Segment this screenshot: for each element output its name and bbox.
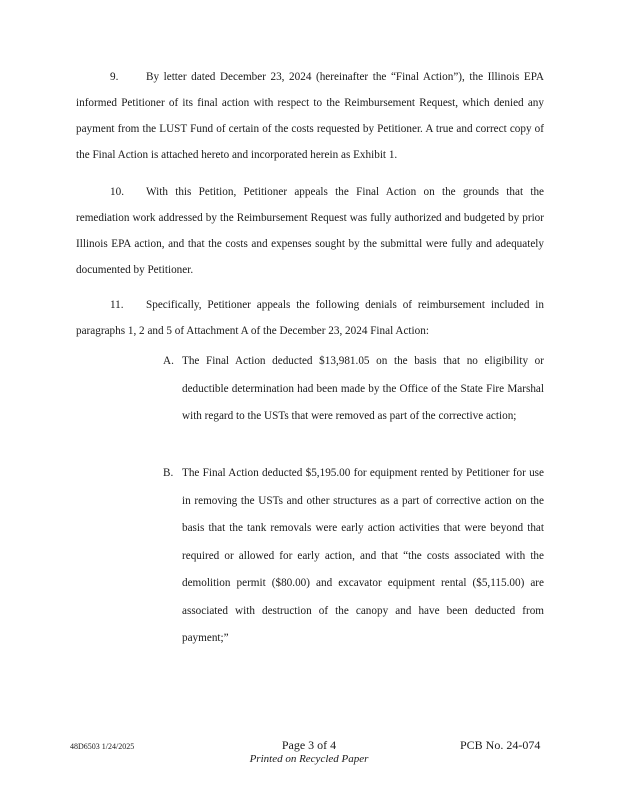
paragraph-number: 11. — [110, 299, 124, 311]
paragraph-text: Specifically, Petitioner appeals the following denials of reimbursement included in paragraphs 1, 2 and 5 of Attachment A of the December 23, 2024 Final Action: — [76, 299, 544, 337]
subitem-letter: B. — [163, 467, 174, 479]
paragraph-9 — [76, 64, 544, 168]
subitem-text: The Final Action deducted $5,195.00 for equipment rented by Petitioner for use in removing the USTs and other structures as a part of corrective action on the basis that the tank removals were early action activities that were beyond that required or allowed for early action, and that “the costs associated with the demolition permit ($80.00) and excavator equipment rental ($5,115.00) are associated with destruction of the canopy and have been deducted from payment;” — [182, 467, 544, 644]
paragraph-text: By letter dated December 23, 2024 (hereinafter the “Final Action”), the Illinois EPA informed Petitioner of its final action with respect to the Reimbursement Request, which denied any payment from the LUST Fund of certain of the costs requested by Petitioner. A true and correct copy of the Final Action is attached hereto and incorporated herein as Exhibit 1. — [76, 71, 544, 161]
paragraph-text: With this Petition, Petitioner appeals the Final Action on the grounds that the remediation work addressed by the Reimbursement Request was fully authorized and budgeted by prior Illinois EPA action, and that the costs and expenses sought by the submittal were fully and adequately documented by Petitioner. — [76, 186, 544, 276]
subitem-a — [163, 348, 544, 431]
subitem-b — [163, 460, 544, 653]
subitem-letter: A. — [163, 355, 174, 367]
paragraph-10 — [76, 179, 544, 283]
doc-code: 48D6503 1/24/2025 — [70, 742, 135, 751]
paragraph-number: 10. — [110, 186, 124, 198]
page-number: Page 3 of 4 — [281, 738, 337, 752]
recycled-note: Printed on Recycled Paper — [249, 753, 369, 765]
subitem-text: The Final Action deducted $13,981.05 on the basis that no eligibility or deductible determination had been made by the Office of the State Fire Marshal with regard to the USTs that were removed as part of the corrective action; — [182, 355, 544, 422]
case-number: PCB No. 24-074 — [460, 738, 541, 752]
paragraph-number: 9. — [110, 71, 119, 83]
paragraph-11 — [76, 292, 544, 344]
